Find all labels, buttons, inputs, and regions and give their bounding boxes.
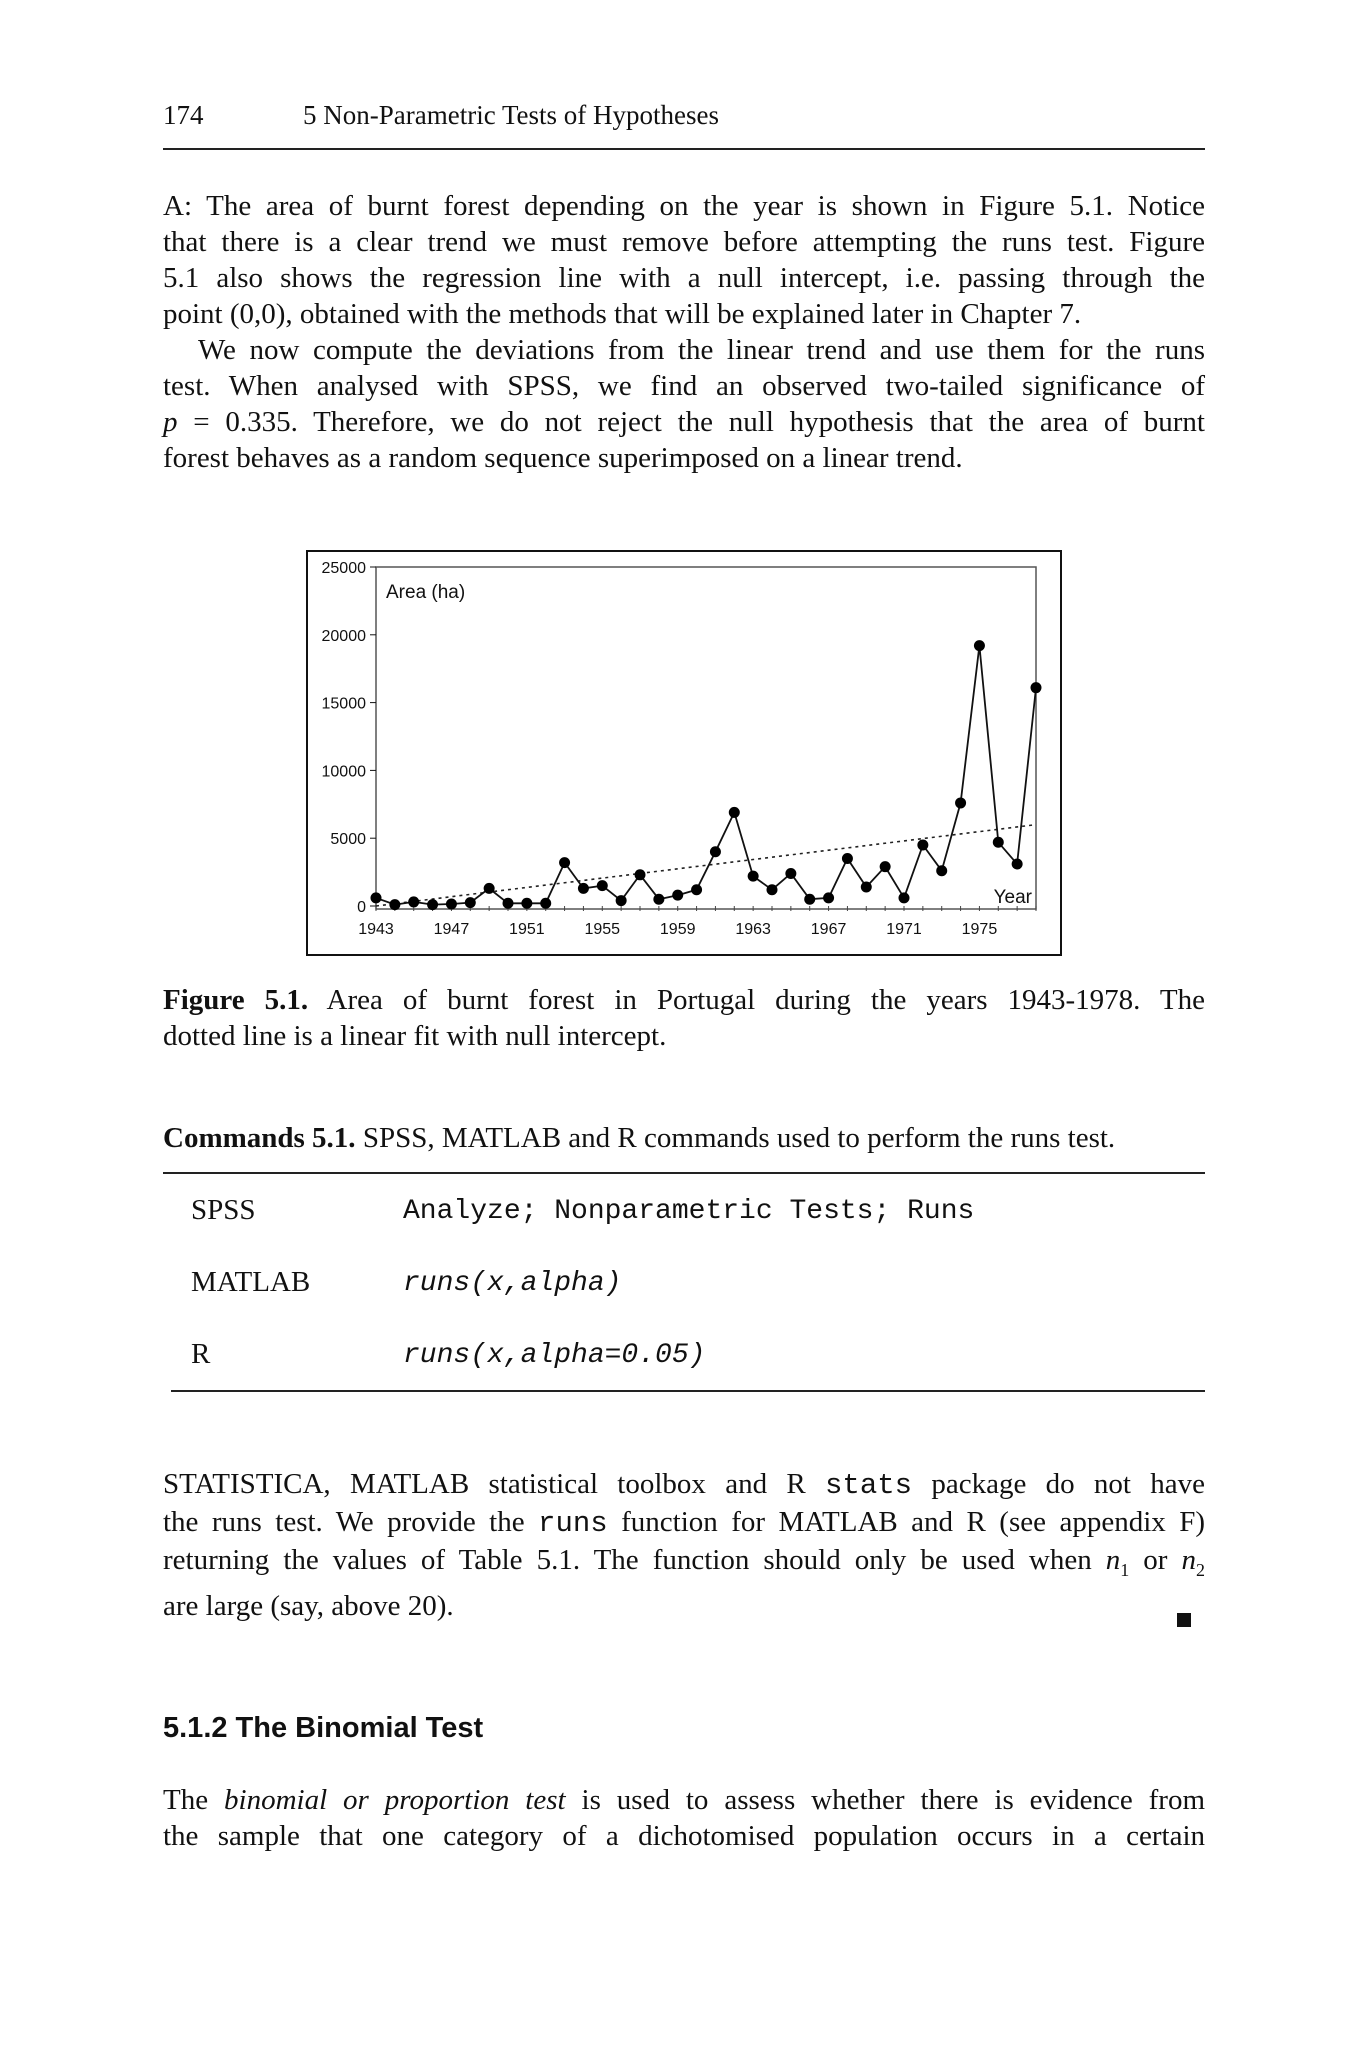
page-number: 174 <box>163 100 204 130</box>
data-point <box>559 857 570 868</box>
x-tick-label: 1947 <box>433 921 470 938</box>
commands-label: Commands 5.1. <box>163 1122 356 1154</box>
y-axis-label: Area (ha) <box>386 582 466 603</box>
data-point <box>955 797 966 808</box>
data-point <box>804 894 815 905</box>
caption-line <box>163 982 1205 1018</box>
italic-term: binomial or proportion test <box>224 1784 566 1816</box>
data-point <box>1012 858 1023 869</box>
data-point <box>446 898 457 909</box>
text-line: A: The area of burnt forest depending on the year is shown in Figure 5.1. Notice <box>163 190 1205 222</box>
n1-subscript: 1 <box>1120 1559 1130 1580</box>
x-tick-label: 1975 <box>961 921 998 938</box>
data-point <box>710 846 721 857</box>
text-span: returning the values of Table 5.1. The function should only be used when <box>163 1544 1106 1576</box>
p-value-text: = 0.335. Therefore, we do not reject the null hypothesis that the area of burnt <box>177 406 1205 438</box>
data-point <box>729 807 740 818</box>
second-paragraph <box>163 332 1205 476</box>
text-line: are large (say, above 20). <box>163 1589 454 1622</box>
text-span: The <box>163 1784 225 1816</box>
figure-caption <box>163 982 1205 1054</box>
binomial-paragraph <box>163 1782 1205 1854</box>
burnt-forest-chart <box>306 550 1062 956</box>
caption-line: dotted line is a linear fit with null intercept. <box>163 1020 667 1052</box>
text-line: 5.1 also shows the regression line with a null intercept, i.e. passing through the <box>163 262 1205 294</box>
text-span: function for MATLAB and R (see appendix F) <box>607 1506 1205 1538</box>
data-point <box>653 894 664 905</box>
page-header <box>163 100 1205 150</box>
text-span: or <box>1129 1544 1182 1576</box>
data-point <box>917 839 928 850</box>
command-row-matlab <box>191 1266 1191 1306</box>
y-tick-label: 5000 <box>330 831 366 849</box>
text-span: package do not have <box>912 1468 1205 1500</box>
x-tick-label: 1963 <box>735 921 771 938</box>
command-tool: R <box>191 1338 211 1370</box>
text-line <box>163 1466 1205 1504</box>
x-tick-label: 1971 <box>886 921 922 938</box>
data-point <box>635 869 646 880</box>
x-tick-label: 1951 <box>509 921 545 938</box>
text-line: that there is a clear trend we must remove before attempting the runs test. Figure <box>163 226 1205 258</box>
chart-outer-frame <box>307 551 1061 955</box>
data-point <box>521 898 532 909</box>
data-point <box>691 884 702 895</box>
text-line <box>163 1504 1205 1542</box>
x-tick-label: 1943 <box>358 921 394 938</box>
data-point <box>936 865 947 876</box>
data-point <box>842 853 853 864</box>
data-point <box>823 892 834 903</box>
figure-label: Figure 5.1. <box>163 984 309 1016</box>
data-point <box>993 837 1004 848</box>
data-point <box>408 896 419 907</box>
text-span: is used to assess whether there is evidence from <box>565 1784 1206 1816</box>
figure-5-1 <box>306 550 1062 961</box>
data-point <box>861 882 872 893</box>
text-line: We now compute the deviations from the linear trend and use them for the runs <box>198 334 1205 366</box>
caption-text: Area of burnt forest in Portugal during the years 1943-1978. The <box>308 984 1205 1016</box>
text-line: forest behaves as a random sequence superimposed on a linear trend. <box>163 442 963 474</box>
section-heading: 5.1.2 The Binomial Test <box>163 1712 484 1744</box>
text-line <box>163 1542 1205 1588</box>
code-runs: runs <box>538 1507 608 1540</box>
n2-subscript: 2 <box>1195 1559 1205 1580</box>
data-point <box>503 898 514 909</box>
data-point <box>540 898 551 909</box>
x-tick-label: 1955 <box>584 921 621 938</box>
text-line-p-value <box>163 404 1205 440</box>
data-point <box>880 861 891 872</box>
command-tool: MATLAB <box>191 1266 311 1298</box>
data-point <box>389 899 400 910</box>
x-axis-label: Year <box>993 887 1032 908</box>
command-tool: SPSS <box>191 1194 256 1226</box>
end-of-example-square <box>1177 1613 1191 1627</box>
commands-title-text: SPSS, MATLAB and R commands used to perform the runs test. <box>355 1122 1116 1154</box>
command-text: Analyze; Nonparametric Tests; Runs <box>403 1196 975 1227</box>
command-row-spss <box>191 1194 1191 1234</box>
data-point <box>672 890 683 901</box>
data-point <box>785 868 796 879</box>
data-point <box>465 897 476 908</box>
data-point <box>427 899 438 910</box>
data-point <box>578 883 589 894</box>
y-tick-label: 20000 <box>321 627 366 645</box>
commands-title <box>163 1120 1205 1156</box>
x-tick-label: 1967 <box>810 921 847 938</box>
text-span: STATISTICA, MATLAB statistical toolbox and R <box>163 1468 826 1500</box>
command-row-r <box>191 1338 1191 1378</box>
text-line: the sample that one category of a dichotomised population occurs in a certain <box>163 1820 1205 1852</box>
text-line: point (0,0), obtained with the methods that will be explained later in Chapter 7. <box>163 298 1082 330</box>
y-tick-label: 25000 <box>321 560 366 577</box>
data-point <box>748 871 759 882</box>
y-tick-label: 15000 <box>321 695 366 713</box>
code-stats: stats <box>825 1469 913 1502</box>
commands-bottom-rule <box>171 1390 1205 1392</box>
y-tick-label: 10000 <box>321 763 366 781</box>
commands-top-rule <box>163 1172 1205 1174</box>
x-tick-label: 1959 <box>659 921 696 938</box>
data-point <box>767 884 778 895</box>
n1-variable: n <box>1105 1544 1121 1576</box>
n2-variable: n <box>1181 1544 1196 1576</box>
data-point <box>597 880 608 891</box>
text-line: test. When analysed with SPSS, we find an observed two-tailed significance of <box>163 370 1205 402</box>
text-line <box>163 1782 1205 1818</box>
command-text: runs(x,alpha=0.05) <box>403 1340 706 1371</box>
p-variable: p <box>163 406 178 438</box>
data-point <box>616 895 627 906</box>
data-point <box>484 883 495 894</box>
third-paragraph <box>163 1466 1205 1624</box>
data-point <box>974 640 985 651</box>
command-text: runs(x,alpha) <box>403 1268 622 1299</box>
y-tick-label: 0 <box>357 899 366 916</box>
data-point <box>371 892 382 903</box>
intro-paragraph <box>163 188 1205 332</box>
text-span: the runs test. We provide the <box>163 1506 539 1538</box>
data-point <box>899 892 910 903</box>
data-point <box>1031 682 1042 693</box>
chapter-title: 5 Non-Parametric Tests of Hypotheses <box>303 100 720 130</box>
